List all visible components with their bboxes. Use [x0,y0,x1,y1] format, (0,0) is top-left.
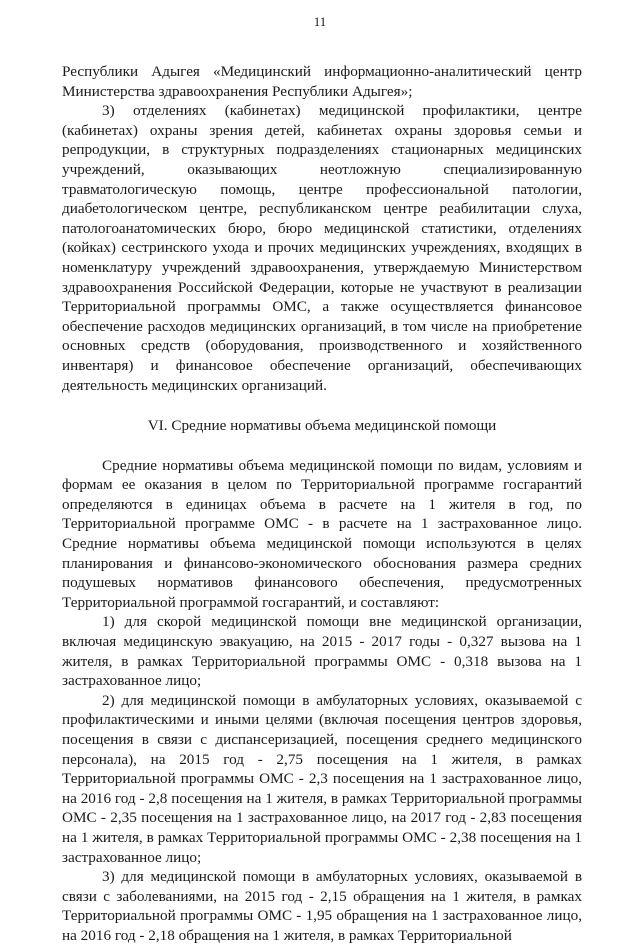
paragraph-intro: Средние нормативы объема медицинской помощи по видам, условиям и формам ее оказания в целом по Территориальной программе госгарантий определяются в единицах объема в расчете на 1 жителя в год, по Территориальной программе ОМС - в расчете на 1 застрахованное лицо. Средние нормативы объема медицинской помощи используются в целях планирования и финансово-экономического обоснования размера средних подушевых нормативов финансового обеспечения, предусмотренных Территориальной программой госгарантий, и составляют: [62,456,582,611]
list-item-1: 1) для скорой медицинской помощи вне медицинской организации, включая медицинскую эвакуацию, на 2015 - 2017 годы - 0,327 вызова на 1 жителя, в рамках Территориальной программы ОМС - 0,318 вызова на 1 застрахованное лицо; [62,613,582,690]
list-item-2: 2) для медицинской помощи в амбулаторных условиях, оказываемой с профилактическими и иными целями (включая посещения центров здоровья, посещения в связи с диспансеризацией, посещения среднего медицинского персонала), на 2015 год - 2,75 посещения на 1 жителя, в рамках Территориальной программы ОМС - 2,3 посещения на 1 застрахованное лицо, на 2016 год - 2,8 посещения на 1 жителя, в рамках Территориальной программы ОМС - 2,35 посещения на 1 застрахованное лицо, на 2017 год - 2,83 посещения на 1 жителя, в рамках Территориальной программы ОМС - 2,38 посещения на 1 застрахованное лицо; [62,691,582,866]
paragraph-continuation: Республики Адыгея «Медицинский информационно-аналитический центр Министерства здравоохранения Республики Адыгея»; [62,63,582,100]
section-heading: VI. Средние нормативы объема медицинской помощи [147,417,497,435]
page-number: 11 [313,14,327,29]
list-item-3: 3) для медицинской помощи в амбулаторных условиях, оказываемой в связи с заболеваниями, на 2015 год - 2,15 обращения на 1 жителя, в рамках Территориальной программы ОМС - 1,95 обращения на 1 застрахованное лицо, на 2016 год - 2,18 обращения на 1 жителя, в рамках Территориальной [62,868,582,944]
paragraph-item-3: 3) отделениях (кабинетах) медицинской профилактики, центре (кабинетах) охраны зрения детей, кабинетах охраны здоровья семьи и репродукции, в структурных подразделениях стационарных медицинских учреждений, оказывающих неотложную специализированную травматологическую помощь, центре профессиональной патологии, диабетологическом центре, республиканском центре реабилитации слуха, патологоанатомических бюро, бюро медицинской статистики, отделениях (койках) сестринского ухода и прочих медицинских учреждениях, входящих в номенклатуру учреждений здравоохранения, утверждаемую Министерством здравоохранения Российской Федерации, которые не участвуют в реализации Территориальной программы ОМС, а также осуществляется финансовое обеспечение расходов медицинских организаций, в том числе на приобретение основных средств (оборудования, производственного и хозяйственного инвентаря) и финансовое обеспечение организаций, обеспечивающих деятельность медицинских организаций. [62,102,582,394]
document-body [62,62,582,946]
